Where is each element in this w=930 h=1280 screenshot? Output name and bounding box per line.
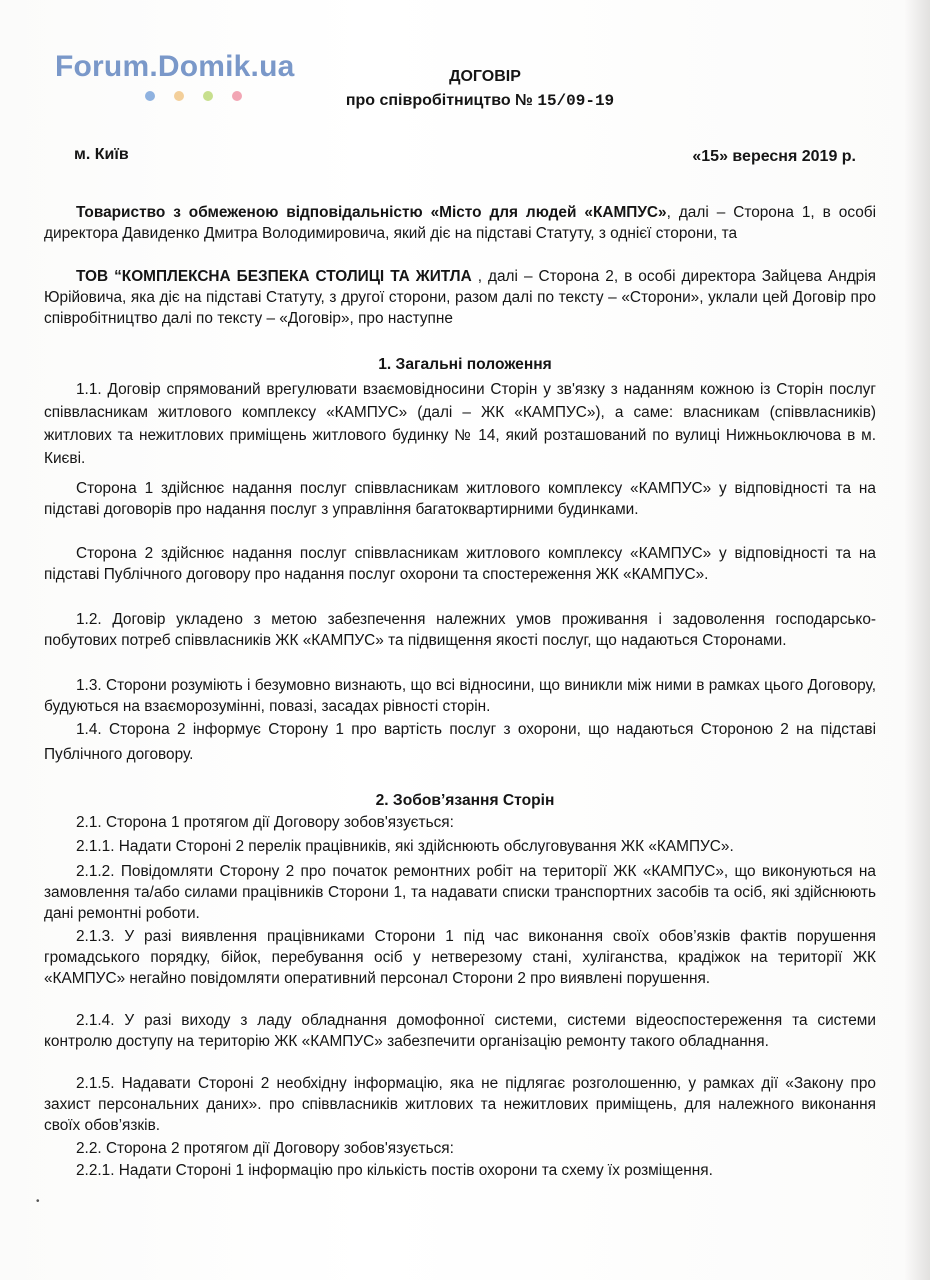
document-title: ДОГОВІР: [449, 68, 521, 85]
clause-2-1-2: 2.1.2. Повідомляти Сторону 2 про початок ремонтних робіт на території ЖК «КАМПУС», що виконуються на замовлення та/або силами працівників Сторони 1, та надавати списки транспортних засобів та осіб, які здійснюють дані ремонтні роботи.: [44, 863, 876, 922]
document-subtitle: [15, 92, 930, 110]
clause-1-1-party2: Сторона 2 здійснює надання послуг співвласникам житлового комплексу «КАМПУС» у відповідності та на підставі Публічного договору про надання послуг охорони та спостереження ЖК «КАМПУС».: [44, 545, 876, 583]
clause-2-1-4: 2.1.4. У разі виходу з ладу обладнання домофонної системи, системи відеоспостереження та системи контролю доступу на територію ЖК «КАМПУС» забезпечити організацію ремонту такого обладнання.: [44, 1012, 876, 1050]
watermark-logo: Forum.Domik.ua: [55, 50, 295, 83]
section2-heading: 2. Зобов’язання Сторін: [375, 792, 555, 809]
party2-name: ТОВ “КОМПЛЕКСНА БЕЗПЕКА СТОЛИЦІ ТА ЖИТЛА: [76, 268, 472, 285]
page-edge-shadow: [904, 0, 930, 1280]
preamble-party2: [44, 266, 876, 329]
clause-1-3: 1.3. Сторони розуміють і безумовно визнають, що всі відносини, що виникли між ними в рамках цього Договору, будуються на взаєморозумінні, повазі, засадах рівності сторін.: [44, 677, 876, 715]
clause-1-4: 1.4. Сторона 2 інформує Сторону 1 про вартість послуг з охорони, що надаються Стороною 2 на підставі Публічного договору.: [44, 721, 876, 763]
clause-2-2: 2.2. Сторона 2 протягом дії Договору зобов'язується:: [76, 1140, 454, 1157]
party1-text: , далі – Сторона 1, в особі директора Давиденко Дмитра Володимировича, який діє на підставі Статуту, з однієї сторони, та: [44, 204, 876, 242]
preamble-party1: [44, 202, 876, 244]
city: м. Київ: [74, 146, 129, 163]
subtitle-prefix: про співробітництво №: [345, 92, 533, 109]
clause-2-1-5: 2.1.5. Надавати Стороні 2 необхідну інформацію, яка не підлягає розголошенню, у рамках дії «Закону про захист персональних даних». про співвласників житлових та нежитлових приміщень, для належного виконання своїх обов’язків.: [44, 1075, 876, 1134]
contract-date: «15» вересня 2019 р.: [692, 148, 856, 165]
clause-1-1: 1.1. Договір спрямований врегулювати взаємовідносини Сторін у зв'язку з наданням кожною із Сторін послуг співвласникам житлового комплексу «КАМПУС» (далі – ЖК «КАМПУС»), а саме: власникам (співвласників) житлових та нежитлових приміщень житлового будинку № 14, який розташований по вулиці Нижньоключова в м. Києві.: [44, 381, 876, 467]
clause-1-2: 1.2. Договір укладено з метою забезпечення належних умов проживання і задоволення господарсько-побутових потреб співвласників ЖК «КАМПУС» та підвищення якості послуг, що надаються Сторонами.: [44, 611, 876, 649]
clause-2-1: 2.1. Сторона 1 протягом дії Договору зобов'язується:: [76, 814, 454, 831]
scan-speck: •: [36, 1196, 40, 1207]
party1-name: Товариство з обмеженою відповідальністю «Місто для людей «КАМПУС»: [76, 204, 667, 221]
section1-heading: 1. Загальні положення: [378, 356, 552, 373]
clause-2-2-1: 2.2.1. Надати Стороні 1 інформацію про кількість постів охорони та схему їх розміщення.: [76, 1162, 713, 1179]
clause-2-1-1: 2.1.1. Надати Стороні 2 перелік працівників, які здійснюють обслуговування ЖК «КАМПУС».: [76, 838, 734, 855]
clause-2-1-3: 2.1.3. У разі виявлення працівниками Сторони 1 під час виконання своїх обов’язків фактів порушення громадського порядку, бійок, перебування осіб у нетверезому стані, хуліганства, крадіжок на території ЖК «КАМПУС» негайно повідомляти оперативний персонал Сторони 2 про виявлені порушення.: [44, 928, 876, 987]
contract-number: 15/09-19: [537, 92, 615, 110]
clause-1-1-party1: Сторона 1 здійснює надання послуг співвласникам житлового комплексу «КАМПУС» у відповідності та на підставі договорів про надання послуг з управління багатоквартирними будинками.: [44, 480, 876, 518]
party2-text: , далі – Сторона 2, в особі директора Зайцева Андрія Юрійовича, яка діє на підставі Статуту, з другої сторони, разом далі по тексту – «Сторони», уклали цей Договір про співробітництво далі по тексту – «Договір», про наступне: [44, 268, 876, 327]
